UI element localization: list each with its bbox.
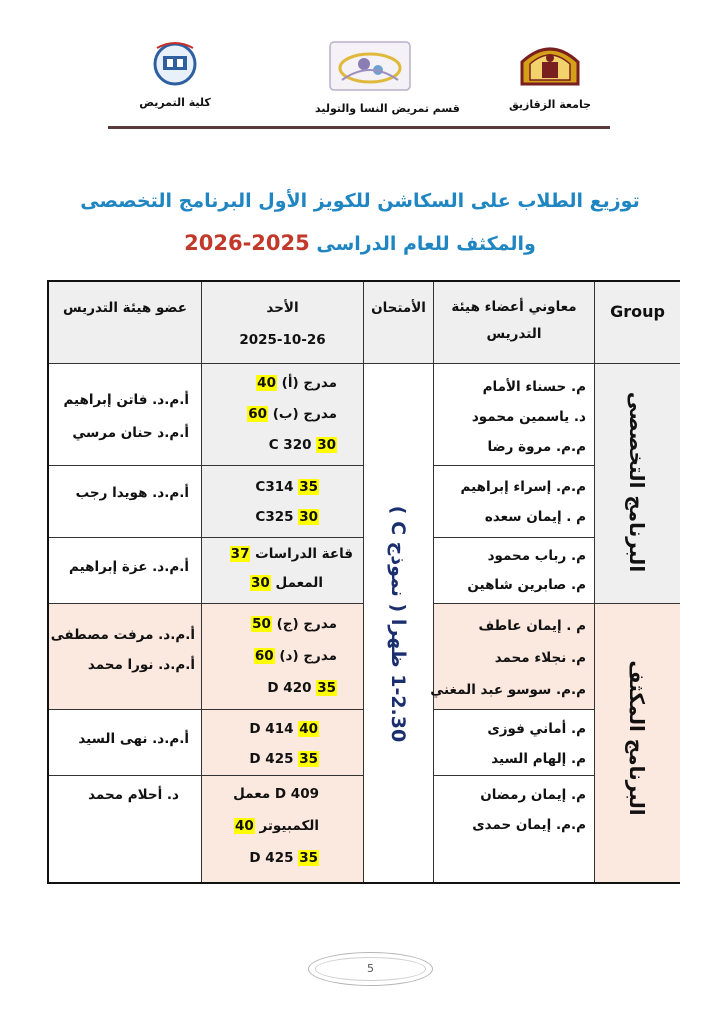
header-assistants: [434, 282, 595, 364]
room-entry: [202, 502, 319, 532]
header-exam-label: الأمتحان: [371, 300, 426, 316]
room-entry: [202, 810, 319, 842]
faculty-row-3: [49, 538, 202, 604]
student-count: 30: [251, 575, 270, 591]
student-count: 37: [230, 546, 250, 562]
student-count: 40: [299, 721, 318, 737]
faculty-row-1: [49, 364, 202, 466]
header-group: [595, 282, 680, 364]
faculty-name: أ.م.د. هويدا رجب: [75, 485, 189, 501]
student-count: 60: [254, 648, 274, 664]
room-entry: [202, 714, 319, 744]
page-number: 5: [367, 962, 374, 975]
student-count: 30: [317, 437, 336, 453]
faculty-row-2: [49, 466, 202, 538]
rooms-row-3: [202, 538, 364, 604]
assistant-name: م. إلهام السيد: [491, 751, 586, 767]
obstetric-nursing-dept-logo: [328, 40, 412, 92]
header-group-label: Group: [610, 302, 665, 321]
header-faculty-label: عضو هيئة التدريس: [63, 300, 187, 316]
room-name: قاعة الدراسات: [255, 546, 353, 562]
assistants-row-2: [434, 466, 595, 538]
group-specialized: [595, 364, 680, 604]
rooms-row-6: [202, 776, 364, 882]
room-entry: [202, 569, 353, 598]
room-name: C 320: [268, 437, 312, 453]
room-name: مدرج (ج): [276, 616, 337, 632]
zagazig-university-logo: [514, 40, 586, 88]
document-subtitle: [60, 231, 660, 255]
room-name: D 420: [267, 680, 312, 696]
room-entry: [202, 744, 319, 774]
header-day: [202, 282, 364, 364]
assistant-name: م . إيمان سعده: [484, 509, 586, 525]
assistant-name: د. ياسمين محمود: [471, 409, 586, 425]
student-count: 35: [299, 479, 318, 495]
assistant-name: م.م. سوسو عبد المغني: [430, 682, 586, 698]
document-title: توزيع الطلاب على السكاشن للكويز الأول البرنامج التخصصى: [80, 190, 640, 212]
student-count: 30: [299, 509, 318, 525]
assistant-name: م. نجلاء محمد: [494, 650, 586, 666]
assistants-row-6: [434, 776, 595, 882]
room-name: D 425: [249, 751, 294, 767]
room-entry: [202, 399, 337, 430]
group-intensive: [595, 604, 680, 882]
room-entry: [202, 778, 319, 810]
faculty-name: أ.م.د. نورا محمد: [87, 657, 195, 673]
room-entry: [202, 540, 353, 569]
room-name: C314: [255, 479, 294, 495]
assistants-row-3: [434, 538, 595, 604]
student-count: 40: [234, 818, 254, 834]
assistant-name: م. إيمان رمضان: [480, 787, 586, 803]
assistant-name: م.م. مروة رضا: [487, 439, 586, 455]
room-entry: [202, 368, 337, 399]
room-entry: [202, 608, 337, 640]
department-logo-block: [315, 40, 460, 115]
header-faculty: [49, 282, 202, 364]
room-name: المعمل: [275, 575, 323, 591]
student-count: 60: [248, 406, 268, 422]
university-caption: جامعة الزقازيق: [508, 98, 592, 111]
academic-year: 2025-2026: [184, 231, 310, 255]
subtitle-prefix: والمكثف للعام الدراسى: [316, 233, 536, 255]
room-name: D 425: [249, 850, 294, 866]
faculty-name: أ.م.د حنان مرسي: [72, 425, 189, 441]
rooms-row-4: [202, 604, 364, 710]
header-date-label: 2025-10-26: [239, 332, 326, 348]
group-intensive-label: البرنامج المكثف: [625, 660, 649, 816]
room-name: C325: [255, 509, 294, 525]
assistant-name: م. صابرين شاهين: [467, 577, 586, 593]
university-logo-block: [505, 40, 595, 111]
department-caption: قسم تمريض النسا والتوليد: [315, 102, 460, 115]
assistants-row-5: [434, 710, 595, 776]
faculty-of-nursing-logo: [143, 40, 207, 86]
student-count: 35: [317, 680, 336, 696]
assistants-row-1: [434, 364, 595, 466]
rooms-row-2: [202, 466, 364, 538]
page-number-oval: [308, 952, 433, 986]
faculty-row-6: [49, 776, 202, 882]
room-entry: [202, 640, 337, 672]
assistant-name: م . إيمان عاطف: [478, 618, 586, 634]
faculty-name: أ.م.د. مرفت مصطفى: [50, 627, 195, 643]
header-exam: [364, 282, 434, 364]
faculty-name: أ.م.د. عزة إبراهيم: [68, 559, 189, 575]
room-entry: [202, 472, 319, 502]
assistant-name: م. حسناء الأمام: [482, 379, 586, 395]
header-day-label: الأحد: [266, 300, 299, 316]
assistant-name: م. أماني فوزى: [487, 721, 586, 737]
rooms-row-5: [202, 710, 364, 776]
room-name: D 409 معمل: [233, 786, 319, 802]
exam-time-label: 1-2.30 ظهرا ( نموذج C ): [387, 505, 409, 743]
student-count: 35: [299, 751, 318, 767]
faculty-row-5: [49, 710, 202, 776]
faculty-name: د. أحلام محمد: [88, 787, 179, 803]
assistant-name: م.م. إسراء إبراهيم: [460, 479, 586, 495]
faculty-name: أ.م.د. فاتن إبراهيم: [63, 392, 189, 408]
student-count: 50: [252, 616, 271, 632]
group-specialized-label: البرنامج التخصصى: [625, 391, 649, 573]
exam-cell: [364, 364, 434, 882]
assistant-name: م.م. إيمان حمدى: [472, 817, 586, 833]
faculty-name: أ.م.د. نهى السيد: [78, 731, 189, 747]
assistants-row-4: [430, 604, 595, 710]
room-name: مدرج (د): [279, 648, 337, 664]
room-entry: [202, 672, 337, 704]
student-count: 35: [299, 850, 318, 866]
faculty-caption: كلية التمريض: [139, 96, 211, 109]
header-assistants-label: معاوني أعضاء هيئة التدريس: [451, 299, 577, 342]
room-entry: [202, 842, 319, 874]
faculty-logo-block: [135, 40, 215, 109]
schedule-table: [47, 280, 680, 884]
room-name: الكمبيوتر: [259, 818, 319, 834]
header-divider: [108, 126, 610, 129]
room-name: مدرج (ب): [272, 406, 337, 422]
assistant-name: م. رباب محمود: [487, 548, 586, 564]
room-entry: [202, 430, 337, 461]
room-name: مدرج (أ): [281, 375, 337, 391]
rooms-row-1: [202, 364, 364, 466]
room-name: D 414: [249, 721, 294, 737]
faculty-row-4: [49, 604, 202, 710]
student-count: 40: [257, 375, 276, 391]
